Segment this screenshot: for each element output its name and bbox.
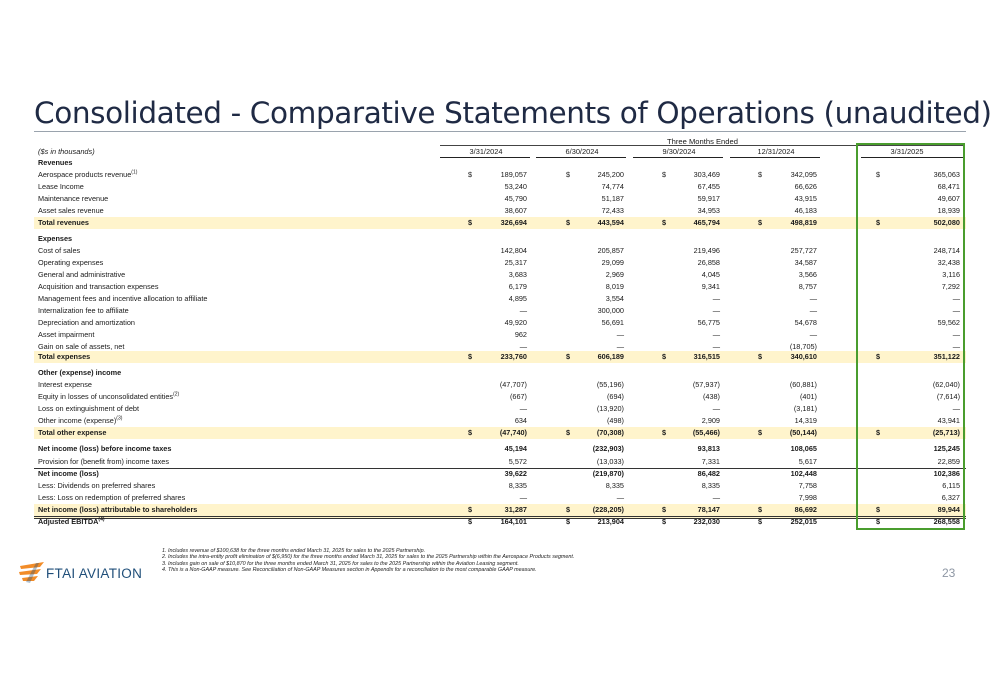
currency-symbol: $ (876, 505, 881, 514)
row-label (38, 317, 135, 329)
cell-value: 43,941 (937, 416, 960, 425)
cell-value: 86,692 (794, 505, 817, 514)
currency-symbol: $ (468, 352, 473, 361)
cell-value: 300,000 (597, 306, 624, 315)
currency-symbol: $ (566, 218, 571, 227)
cell-value: 26,858 (697, 258, 720, 267)
cell-value: 56,775 (697, 318, 720, 327)
cell-value: — (809, 306, 817, 315)
cell-value: 6,179 (508, 282, 527, 291)
logo-text: FTAI AVIATION (46, 566, 143, 581)
row-label-text: Lease Income (38, 182, 84, 191)
cell-value: — (952, 306, 960, 315)
row-label-text: Net income (loss) attributable to shareholders (38, 505, 198, 514)
row-label (38, 293, 207, 305)
table-row (34, 317, 966, 329)
row-label-text: Less: Dividends on preferred shares (38, 481, 156, 490)
cell-value: — (519, 404, 527, 413)
currency-symbol: $ (876, 218, 881, 227)
cell-value: 56,691 (601, 318, 624, 327)
row-label-text: Provision for (benefit from) income taxes (38, 457, 169, 466)
cell-value: 2,969 (605, 270, 624, 279)
row-label-text: Aerospace products revenue (38, 170, 132, 179)
cell-value: — (809, 294, 817, 303)
cell-value: — (616, 330, 624, 339)
cell-value: — (712, 306, 720, 315)
currency-symbol: $ (758, 170, 763, 179)
row-label-text: Net income (loss) before income taxes (38, 444, 172, 453)
currency-symbol: $ (468, 517, 473, 526)
row-label-text: Less: Loss on redemption of preferred shares (38, 493, 186, 502)
cell-value: 38,607 (504, 206, 527, 215)
row-label-text: Equity in losses of unconsolidated entities (38, 392, 174, 401)
row-label-text: Other (expense) income (38, 368, 122, 377)
row-label-text: Depreciation and amortization (38, 318, 135, 327)
cell-value: 498,819 (790, 218, 817, 227)
cell-value: 49,920 (504, 318, 527, 327)
row-label (38, 456, 169, 468)
cell-value: 205,857 (597, 246, 624, 255)
footnotes (162, 548, 574, 573)
cell-value: — (712, 330, 720, 339)
cell-value: (18,705) (789, 342, 817, 351)
cell-value: (401) (799, 392, 817, 401)
table-row (34, 367, 966, 379)
cell-value: (3,181) (793, 404, 817, 413)
currency-symbol: $ (876, 517, 881, 526)
row-label (38, 403, 139, 415)
cell-value: 303,469 (693, 170, 720, 179)
row-label (38, 379, 92, 391)
cell-value: 9,341 (701, 282, 720, 291)
cell-value: 32,438 (937, 258, 960, 267)
cell-value: — (712, 342, 720, 351)
cell-value: 8,757 (798, 282, 817, 291)
cell-value: — (519, 342, 527, 351)
cell-value: 257,727 (790, 246, 817, 255)
cell-value: (219,870) (592, 469, 624, 478)
cell-value: (232,903) (592, 444, 624, 453)
cell-value: 268,558 (933, 517, 960, 526)
row-label (38, 468, 99, 480)
cell-value: 68,471 (937, 182, 960, 191)
row-label (38, 281, 158, 293)
cell-value: 248,714 (933, 246, 960, 255)
row-label-text: Acquisition and transaction expenses (38, 282, 159, 291)
table-row (34, 403, 966, 415)
row-label (38, 269, 125, 281)
page-title: Consolidated - Comparative Statements of Operations (unaudited) (34, 96, 992, 130)
cell-value: 5,572 (508, 457, 527, 466)
cell-value: 4,045 (701, 270, 720, 279)
row-label (38, 205, 104, 217)
cell-value: 54,678 (794, 318, 817, 327)
row-label-text: Loss on extinguishment of debt (38, 404, 140, 413)
row-label (38, 169, 137, 181)
table-row (34, 281, 966, 293)
row-label (38, 492, 185, 504)
cell-value: 213,904 (597, 517, 624, 526)
cell-value: (55,196) (596, 380, 624, 389)
cell-value: 45,790 (504, 194, 527, 203)
table-row (34, 480, 966, 492)
cell-value: (47,740) (499, 428, 527, 437)
cell-value: (55,466) (692, 428, 720, 437)
cell-value: 102,386 (933, 469, 960, 478)
column-header-4: 12/31/2024 (757, 147, 795, 156)
row-label (38, 391, 179, 403)
currency-symbol: $ (662, 505, 667, 514)
cell-value: 7,331 (701, 457, 720, 466)
cell-value: 3,566 (798, 270, 817, 279)
cell-value: (438) (702, 392, 720, 401)
row-label (38, 504, 197, 516)
units-label: ($s in thousands) (38, 147, 95, 156)
title-rule (34, 131, 966, 132)
cell-value: 465,794 (693, 218, 720, 227)
cell-value: (57,937) (692, 380, 720, 389)
cell-value: — (712, 294, 720, 303)
cell-value: (62,040) (932, 380, 960, 389)
cell-value: 606,189 (597, 352, 624, 361)
currency-symbol: $ (758, 505, 763, 514)
table-row (34, 443, 966, 455)
table-row (34, 427, 966, 439)
cell-value: 502,080 (933, 218, 960, 227)
cell-value: 25,317 (504, 258, 527, 267)
cell-value: 219,496 (693, 246, 720, 255)
currency-symbol: $ (566, 517, 571, 526)
cell-value: 49,607 (937, 194, 960, 203)
cell-value: — (712, 493, 720, 502)
footnote-1: 1. Includes revenue of $100,638 for the three months ended March 31, 2025 for sales to the 2025 Partnership. (162, 548, 426, 554)
row-label (38, 181, 84, 193)
row-label (38, 157, 72, 169)
cell-value: 164,101 (500, 517, 527, 526)
cell-value: 59,917 (697, 194, 720, 203)
row-label-text: Total revenues (38, 218, 89, 227)
cell-value: 34,587 (794, 258, 817, 267)
cell-value: 102,448 (790, 469, 817, 478)
cell-value: 233,760 (500, 352, 527, 361)
currency-symbol: $ (662, 517, 667, 526)
cell-value: 46,183 (794, 206, 817, 215)
cell-value: 74,774 (601, 182, 624, 191)
currency-symbol: $ (662, 218, 667, 227)
cell-value: — (616, 342, 624, 351)
cell-value: 29,099 (601, 258, 624, 267)
row-label (38, 351, 90, 363)
currency-symbol: $ (758, 218, 763, 227)
table-row (34, 169, 966, 181)
cell-value: 31,287 (504, 505, 527, 514)
row-label-text: Cost of sales (38, 246, 81, 255)
currency-symbol: $ (468, 428, 473, 437)
cell-value: 67,455 (697, 182, 720, 191)
cell-value: 18,939 (937, 206, 960, 215)
row-label-text: Asset sales revenue (38, 206, 104, 215)
row-label-text: Internalization fee to affiliate (38, 306, 129, 315)
page-number: 23 (942, 566, 956, 580)
cell-value: (50,144) (789, 428, 817, 437)
cell-value: (667) (509, 392, 527, 401)
cell-value: 89,944 (937, 505, 960, 514)
footnote-marker: (3) (116, 415, 123, 422)
cell-value: — (519, 306, 527, 315)
cell-value: 351,122 (933, 352, 960, 361)
cell-value: — (809, 330, 817, 339)
cell-value: 39,622 (504, 469, 527, 478)
cell-value: 316,515 (693, 352, 720, 361)
row-label-text: General and administrative (38, 270, 126, 279)
currency-symbol: $ (566, 352, 571, 361)
cell-value: 7,758 (798, 481, 817, 490)
cell-value: 443,594 (597, 218, 624, 227)
cell-value: (25,713) (932, 428, 960, 437)
row-label (38, 193, 108, 205)
table-row (34, 293, 966, 305)
cell-value: 3,116 (942, 270, 960, 279)
currency-symbol: $ (566, 170, 571, 179)
footnote-2: 2. Includes the intra-entity profit elimination of $(6,950) for the three months ended March 31, 2025 for sales to the 2025 Partnership within the Aerospace Products segment. (162, 554, 575, 561)
row-label-text: Operating expenses (38, 258, 104, 267)
currency-symbol: $ (758, 352, 763, 361)
currency-symbol: $ (566, 428, 571, 437)
row-label-text: Net income (loss) (38, 469, 99, 478)
cell-value: 7,998 (798, 493, 817, 502)
cell-value: (60,881) (789, 380, 817, 389)
cell-value: 4,895 (508, 294, 527, 303)
row-label-text: Revenues (38, 158, 73, 167)
column-header-1: 3/31/2024 (469, 147, 503, 156)
row-label-text: Management fees and incentive allocation to affiliate (38, 294, 208, 303)
footnote-3: 3. Includes gain on sale of $10,870 for the three months ended March 31, 2025 for sales to the 2025 Partnership within the Aviation Leasing segment. (162, 560, 519, 567)
cell-value: 125,245 (933, 444, 960, 453)
row-label (38, 217, 89, 229)
currency-symbol: $ (662, 352, 667, 361)
row-label (38, 443, 171, 455)
cell-value: 7,292 (941, 282, 960, 291)
cell-value: 6,115 (942, 481, 960, 490)
cell-value: 53,240 (504, 182, 527, 191)
currency-symbol: $ (566, 505, 571, 514)
column-header-3: 9/30/2024 (662, 147, 696, 156)
cell-value: 3,554 (605, 294, 624, 303)
cell-value: 142,804 (500, 246, 527, 255)
cell-value: (13,920) (596, 404, 624, 413)
cell-value: 5,617 (798, 457, 817, 466)
cell-value: 59,562 (937, 318, 960, 327)
cell-value: (70,308) (596, 428, 624, 437)
footnote-marker: (2) (173, 391, 180, 398)
cell-value: 8,335 (701, 481, 720, 490)
row-label-text: Other income (expense) (38, 416, 117, 425)
current-period-highlight-box (856, 143, 965, 530)
cell-value: 78,147 (697, 505, 720, 514)
footnote-marker: (1) (131, 169, 138, 176)
cell-value: — (519, 493, 527, 502)
cell-value: 45,194 (504, 444, 527, 453)
cell-value: 8,019 (605, 282, 624, 291)
cell-value: (47,707) (499, 380, 527, 389)
currency-symbol: $ (758, 428, 763, 437)
cell-value: 232,030 (693, 517, 720, 526)
table-row (34, 245, 966, 257)
cell-value: 340,610 (790, 352, 817, 361)
cell-value: (7,614) (936, 392, 960, 401)
currency-symbol: $ (662, 170, 667, 179)
row-label (38, 367, 121, 379)
currency-symbol: $ (468, 218, 473, 227)
column-header-5: 3/31/2025 (890, 147, 924, 156)
cell-value: 43,915 (794, 194, 817, 203)
row-label (38, 305, 129, 317)
cell-value: 3,683 (508, 270, 527, 279)
currency-symbol: $ (876, 428, 881, 437)
currency-symbol: $ (758, 517, 763, 526)
cell-value: 962 (514, 330, 527, 339)
row-label (38, 233, 72, 245)
row-label-text: Total expenses (38, 352, 91, 361)
cell-value: — (712, 404, 720, 413)
row-label-text: Adjusted EBITDA (38, 517, 99, 526)
cell-value: 22,859 (937, 457, 960, 466)
currency-symbol: $ (876, 170, 881, 179)
cell-value: 8,335 (605, 481, 624, 490)
table-row (34, 181, 966, 193)
currency-symbol: $ (876, 352, 881, 361)
cell-value: 245,200 (597, 170, 624, 179)
table-row (34, 257, 966, 269)
table-row (34, 269, 966, 281)
row-label-text: Gain on sale of assets, net (38, 342, 125, 351)
row-label (38, 245, 80, 257)
row-label (38, 480, 155, 492)
cell-value: 86,482 (697, 469, 720, 478)
row-label (38, 516, 105, 528)
cell-value: 634 (514, 416, 527, 425)
cell-value: 342,095 (790, 170, 817, 179)
cell-value: — (952, 294, 960, 303)
row-label (38, 257, 103, 269)
cell-value: 252,015 (790, 517, 817, 526)
currency-symbol: $ (468, 170, 473, 179)
cell-value: — (952, 404, 960, 413)
footnote-4: 4. This is a Non-GAAP measure. See Reconciliation of Non-GAAP Measures section in Appendix for a reconciliation to the most comparable GAAP measure. (162, 566, 537, 573)
currency-symbol: $ (662, 428, 667, 437)
cell-value: — (616, 493, 624, 502)
table-row (34, 233, 966, 245)
row-label-text: Interest expense (38, 380, 92, 389)
table-row (34, 468, 966, 480)
table-row (34, 391, 966, 403)
cell-value: — (952, 330, 960, 339)
table-row (34, 305, 966, 317)
table-row (34, 217, 966, 229)
row-label (38, 329, 94, 341)
cell-value: (498) (606, 416, 624, 425)
row-label-text: Maintenance revenue (38, 194, 109, 203)
row-label (38, 415, 122, 427)
cell-value: 108,065 (790, 444, 817, 453)
cell-value: 14,319 (794, 416, 817, 425)
cell-value: 365,063 (933, 170, 960, 179)
cell-value: 326,694 (500, 218, 527, 227)
table-row (34, 329, 966, 341)
cell-value: 66,626 (794, 182, 817, 191)
table-row (34, 379, 966, 391)
cell-value: 6,327 (941, 493, 960, 502)
row-label-text: Expenses (38, 234, 73, 243)
cell-value: 72,433 (601, 206, 624, 215)
cell-value: (694) (606, 392, 624, 401)
cell-value: 34,953 (697, 206, 720, 215)
column-header-2: 6/30/2024 (565, 147, 599, 156)
row-label (38, 427, 106, 439)
row-label-text: Total other expense (38, 428, 107, 437)
period-group-label: Three Months Ended (667, 137, 738, 146)
cell-value: 51,187 (601, 194, 624, 203)
cell-value: 93,813 (697, 444, 720, 453)
cell-value: (228,205) (592, 505, 624, 514)
table-row (34, 351, 966, 363)
table-row (34, 193, 966, 205)
cell-value: 8,335 (508, 481, 527, 490)
cell-value: 2,909 (701, 416, 720, 425)
currency-symbol: $ (468, 505, 473, 514)
cell-value: — (952, 342, 960, 351)
cell-value: 189,057 (500, 170, 527, 179)
table-row (34, 516, 966, 528)
cell-value: (13,033) (596, 457, 624, 466)
footnote-marker: (4) (98, 516, 105, 523)
row-label-text: Asset impairment (38, 330, 95, 339)
table-row (34, 157, 966, 169)
